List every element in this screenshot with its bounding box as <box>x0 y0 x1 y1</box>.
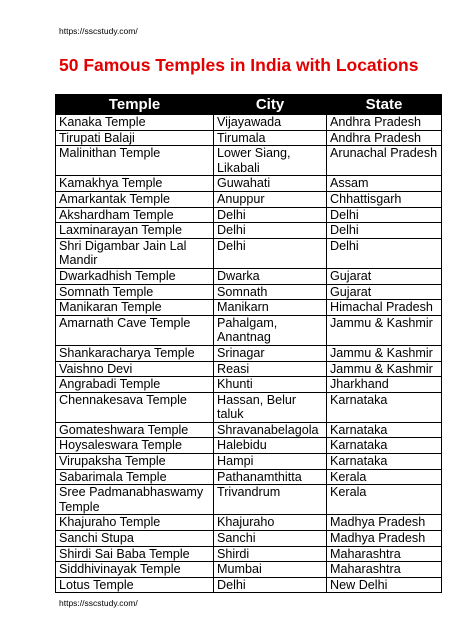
state-cell: Karnataka <box>327 422 442 438</box>
state-cell: Himachal Pradesh <box>327 300 442 316</box>
state-cell: Delhi <box>327 238 442 268</box>
temple-cell: Sabarimala Temple <box>56 469 214 485</box>
state-cell: Karnataka <box>327 454 442 470</box>
city-cell: Reasi <box>214 361 327 377</box>
state-cell: Madhya Pradesh <box>327 531 442 547</box>
state-cell: Andhra Pradesh <box>327 115 442 131</box>
header-url[interactable]: https://sscstudy.com/ <box>59 26 138 36</box>
temple-cell: Somnath Temple <box>56 284 214 300</box>
temple-cell: Vaishno Devi <box>56 361 214 377</box>
city-cell: Somnath <box>214 284 327 300</box>
temple-cell: Shri Digambar Jain Lal Mandir <box>56 238 214 268</box>
city-cell: Tirumala <box>214 130 327 146</box>
state-cell: Chhattisgarh <box>327 191 442 207</box>
city-cell: Pathanamthitta <box>214 469 327 485</box>
temple-cell: Kamakhya Temple <box>56 176 214 192</box>
city-cell: Srinagar <box>214 345 327 361</box>
city-cell: Manikarn <box>214 300 327 316</box>
state-cell: Arunachal Pradesh <box>327 146 442 176</box>
city-cell: Pahalgam, Anantnag <box>214 315 327 345</box>
state-cell: Maharashtra <box>327 546 442 562</box>
temple-cell: Laxminarayan Temple <box>56 223 214 239</box>
column-header-state: State <box>327 95 442 115</box>
state-cell: Maharashtra <box>327 562 442 578</box>
table-row <box>56 284 442 300</box>
city-cell: Dwarka <box>214 268 327 284</box>
city-cell: Halebidu <box>214 438 327 454</box>
table-row <box>56 115 442 131</box>
column-header-city: City <box>214 95 327 115</box>
city-cell: Khajuraho <box>214 515 327 531</box>
state-cell: Assam <box>327 176 442 192</box>
table-row <box>56 191 442 207</box>
city-cell: Lower Siang, Likabali <box>214 146 327 176</box>
city-cell: Shravanabelagola <box>214 422 327 438</box>
temple-cell: Tirupati Balaji <box>56 130 214 146</box>
temple-cell: Siddhivinayak Temple <box>56 562 214 578</box>
table-row <box>56 422 442 438</box>
state-cell: Delhi <box>327 223 442 239</box>
city-cell: Anuppur <box>214 191 327 207</box>
table-row <box>56 454 442 470</box>
table-row <box>56 577 442 593</box>
temple-cell: Manikaran Temple <box>56 300 214 316</box>
city-cell: Vijayawada <box>214 115 327 131</box>
city-cell: Delhi <box>214 577 327 593</box>
state-cell: Gujarat <box>327 268 442 284</box>
table-row <box>56 546 442 562</box>
column-header-temple: Temple <box>56 95 214 115</box>
city-cell: Guwahati <box>214 176 327 192</box>
state-cell: Kerala <box>327 469 442 485</box>
table-row <box>56 268 442 284</box>
temple-cell: Khajuraho Temple <box>56 515 214 531</box>
state-cell: Madhya Pradesh <box>327 515 442 531</box>
city-cell: Sanchi <box>214 531 327 547</box>
table-row <box>56 485 442 515</box>
state-cell: Gujarat <box>327 284 442 300</box>
table-row <box>56 300 442 316</box>
city-cell: Hampi <box>214 454 327 470</box>
footer-url[interactable]: https://sscstudy.com/ <box>59 598 138 608</box>
table-header-row <box>56 95 442 115</box>
temple-cell: Angrabadi Temple <box>56 377 214 393</box>
table-body <box>56 115 442 593</box>
state-cell: Kerala <box>327 485 442 515</box>
temple-cell: Hoysaleswara Temple <box>56 438 214 454</box>
table-row <box>56 315 442 345</box>
temple-cell: Shirdi Sai Baba Temple <box>56 546 214 562</box>
temple-cell: Virupaksha Temple <box>56 454 214 470</box>
table-row <box>56 531 442 547</box>
table-row <box>56 345 442 361</box>
temple-cell: Sanchi Stupa <box>56 531 214 547</box>
city-cell: Delhi <box>214 223 327 239</box>
city-cell: Mumbai <box>214 562 327 578</box>
state-cell: Jharkhand <box>327 377 442 393</box>
temple-cell: Akshardham Temple <box>56 207 214 223</box>
page-title: 50 Famous Temples in India with Locations <box>59 55 419 75</box>
city-cell: Trivandrum <box>214 485 327 515</box>
state-cell: Delhi <box>327 207 442 223</box>
table-row <box>56 392 442 422</box>
table-row <box>56 438 442 454</box>
table-row <box>56 176 442 192</box>
table-row <box>56 146 442 176</box>
temple-cell: Dwarkadhish Temple <box>56 268 214 284</box>
temple-cell: Shankaracharya Temple <box>56 345 214 361</box>
state-cell: Jammu & Kashmir <box>327 361 442 377</box>
state-cell: Karnataka <box>327 392 442 422</box>
state-cell: New Delhi <box>327 577 442 593</box>
city-cell: Delhi <box>214 238 327 268</box>
table-row <box>56 130 442 146</box>
state-cell: Jammu & Kashmir <box>327 315 442 345</box>
temples-table <box>55 94 442 593</box>
state-cell: Andhra Pradesh <box>327 130 442 146</box>
temple-cell: Gomateshwara Temple <box>56 422 214 438</box>
table-row <box>56 361 442 377</box>
temple-cell: Sree Padmanabhaswamy Temple <box>56 485 214 515</box>
state-cell: Karnataka <box>327 438 442 454</box>
temple-cell: Malinithan Temple <box>56 146 214 176</box>
city-cell: Khunti <box>214 377 327 393</box>
city-cell: Hassan, Belur taluk <box>214 392 327 422</box>
city-cell: Delhi <box>214 207 327 223</box>
state-cell: Jammu & Kashmir <box>327 345 442 361</box>
temple-cell: Amarnath Cave Temple <box>56 315 214 345</box>
temple-cell: Chennakesava Temple <box>56 392 214 422</box>
table-row <box>56 238 442 268</box>
table-row <box>56 515 442 531</box>
table-row <box>56 469 442 485</box>
temple-cell: Kanaka Temple <box>56 115 214 131</box>
table-row <box>56 207 442 223</box>
temple-cell: Lotus Temple <box>56 577 214 593</box>
table-row <box>56 377 442 393</box>
table-row <box>56 562 442 578</box>
table-row <box>56 223 442 239</box>
city-cell: Shirdi <box>214 546 327 562</box>
temple-cell: Amarkantak Temple <box>56 191 214 207</box>
